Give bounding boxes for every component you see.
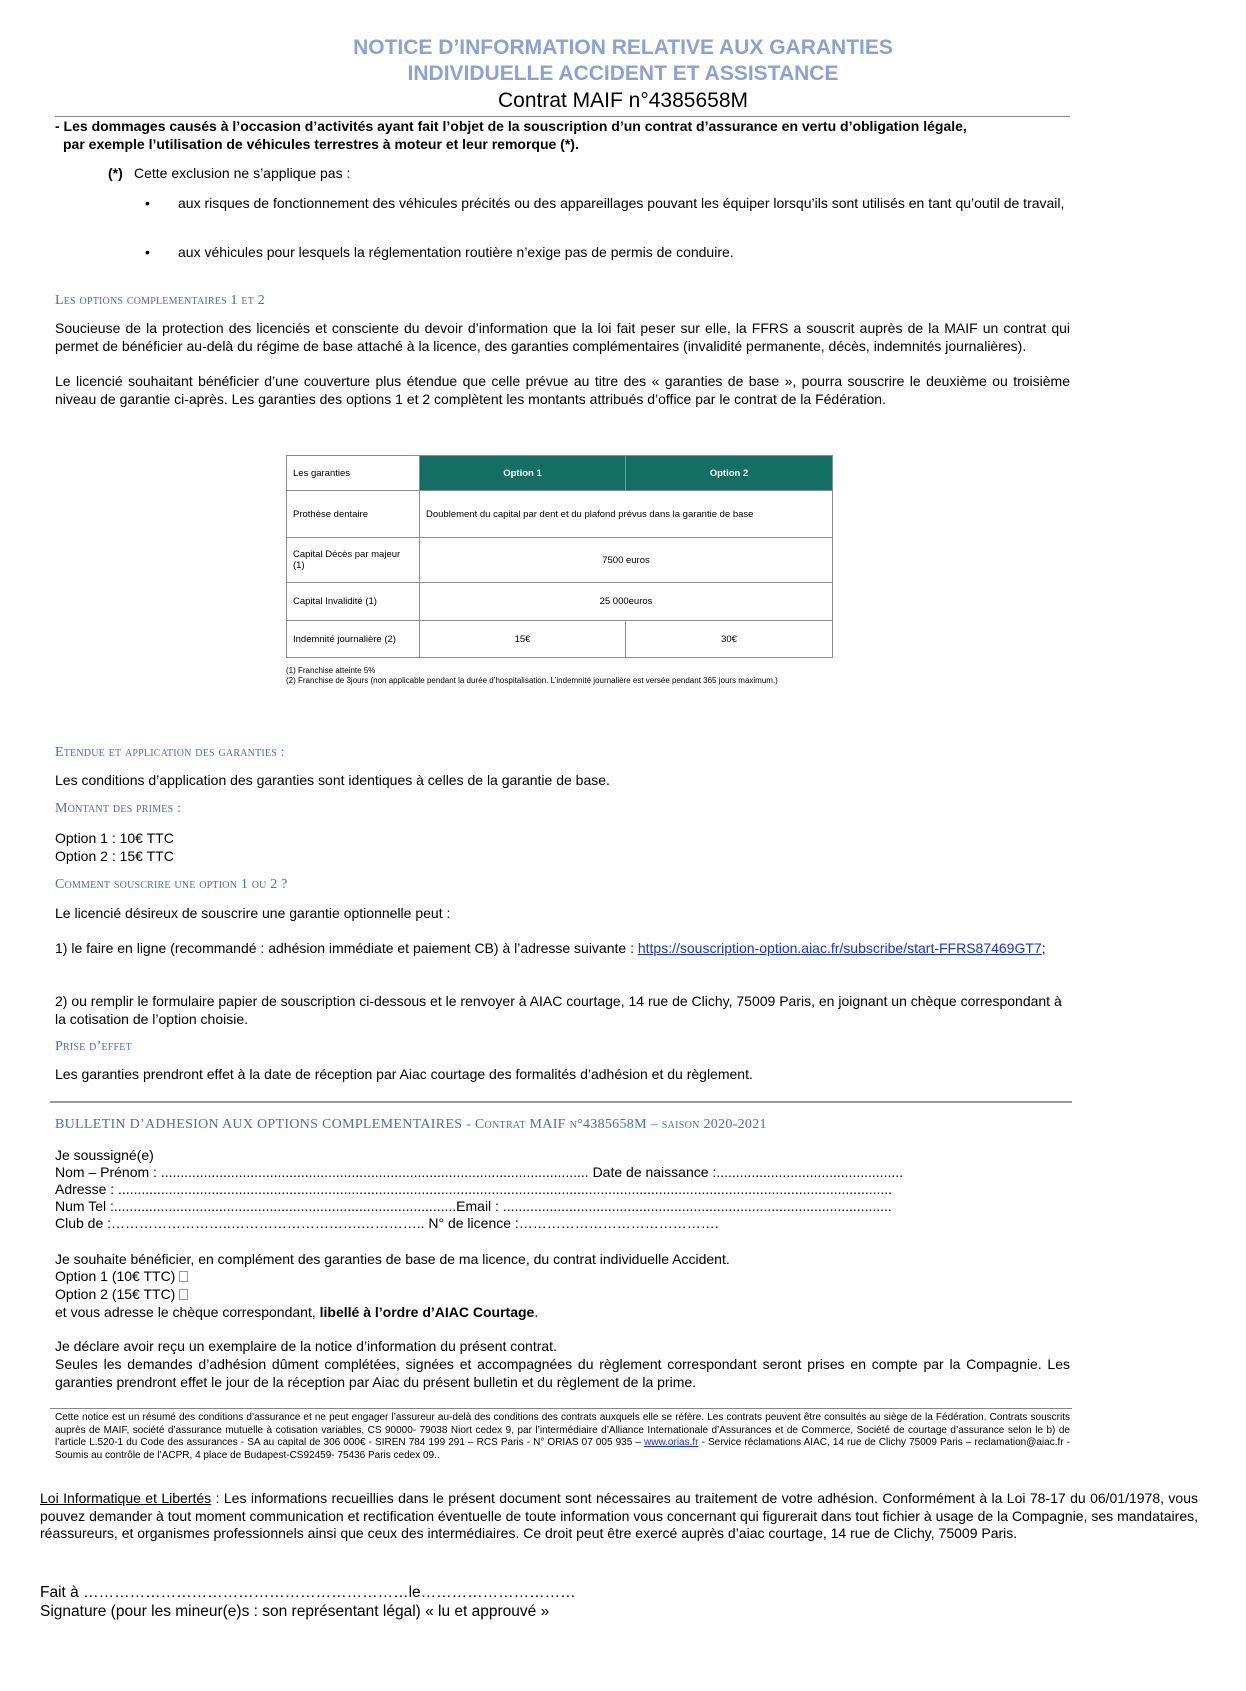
- souscription-link[interactable]: https://souscription-option.aiac.fr/subscribe/start-FFRS87469GT7: [637, 940, 1042, 956]
- doc-title-line2: INDIVIDUELLE ACCIDENT ET ASSISTANCE: [407, 62, 839, 85]
- contract-number: Contrat MAIF n°4385658M: [497, 89, 749, 112]
- etendue-text: Les conditions d’application des garanties sont identiques à celles de la garantie de base.: [55, 772, 610, 788]
- souscrire-item1-text: 1) le faire en ligne (recommandé : adhésion immédiate et paiement CB) à l’adresse suivante :: [55, 940, 638, 956]
- cheque-line: [55, 1304, 538, 1322]
- bulletin-heading-part1: BULLETIN D’ADHESION AUX OPTIONS COMPLEMENTAIRES -: [55, 1117, 475, 1132]
- table-header-garanties: Les garanties: [287, 456, 420, 491]
- cheque-end: .: [534, 1304, 539, 1320]
- guarantees-table: [286, 455, 833, 658]
- table-row-option2-value: 30€: [626, 621, 833, 658]
- souscrire-intro: Le licencié désireux de souscrire une garantie optionnelle peut :: [55, 905, 451, 921]
- table-row-label: Capital Invalidité (1): [287, 583, 420, 621]
- table-row-value: 7500 euros: [420, 538, 833, 583]
- table-row-label: Capital Décès par majeur (1): [287, 538, 420, 583]
- footer-notice-text1: Cette notice est un résumé des conditions d’assurance et ne peut engager l’assureur au-delà des conditions des contrats auxquels elle se réfère. Les contrats peuvent être consultés au siège de la Fédération. Contrats souscrits auprès de MAIF, société d’assurance mutuelle à cotisation variables, CS 90000- 79038 Niort cedex 9, par l’intermédiaire d’Alliance Internationale d’Assurances et de Commerce, Société de courtage d’assurance selon le b) de l’article L.520-1 du Code des assurances - SA au capital de 306 000€ - SIREN 784 199 291 – RCS Paris - N° ORIAS 07 005 935 –: [55, 1412, 1070, 1448]
- footer-notice: [55, 1412, 1070, 1462]
- section-rule: [50, 1101, 1072, 1103]
- option2-label: Option 2 (15€ TTC): [55, 1286, 176, 1302]
- exclusion-bullet2: aux véhicules pour lesquels la réglementation routière n’exige pas de permis de conduire.: [178, 244, 734, 260]
- nom-prenom-field[interactable]: Nom – Prénom : .............................................................................................................. Date de naissance :................................................: [55, 1164, 904, 1180]
- section-heading-options: Les options complementaires 1 et 2: [55, 293, 265, 308]
- exclusion-bold-line2: par exemple l’utilisation de véhicules terrestres à moteur et leur remorque (*).: [63, 136, 579, 152]
- bulletin-souhaite: Je souhaite bénéficier, en complément des garanties de base de ma licence, du contrat individuelle Accident.: [55, 1251, 730, 1267]
- bulletin-heading: [55, 1116, 767, 1133]
- table-note2: (2) Franchise de 3jours (non applicable pendant la durée d’hospitalisation. L’indemnité journalière est versée pendant 365 jours maximum.): [286, 676, 778, 685]
- option2-choice[interactable]: [55, 1286, 188, 1304]
- table-note1: (1) Franchise atteinte 5%: [286, 666, 376, 675]
- note-text: Cette exclusion ne s’applique pas :: [134, 165, 351, 181]
- cheque-text: et vous adresse le chèque correspondant,: [55, 1304, 320, 1320]
- bullet-dot: •: [145, 244, 150, 260]
- table-row-label: Prothèse dentaire: [287, 491, 420, 538]
- note-marker: (*): [108, 165, 123, 181]
- souscrire-item2: 2) ou remplir le formulaire papier de souscription ci-dessous et le renvoyer à AIAC courtage, 14 rue de Clichy, 75009 Paris, en joignant un chèque correspondant à la cotisation de l’option choisie.: [55, 993, 1062, 1027]
- table-row-label: Indemnité journalière (2): [287, 621, 420, 658]
- exclusion-bullet1: aux risques de fonctionnement des véhicules précités ou des appareillages pouvant les équiper lorsqu’ils sont utilisés en tant qu’outil de travail,: [178, 195, 1065, 211]
- option2-checkbox[interactable]: [179, 1289, 188, 1300]
- souscrire-item1: [55, 940, 1055, 958]
- table-row-value: 25 000euros: [420, 583, 833, 621]
- bulletin-declare: Je déclare avoir reçu un exemplaire de la notice d’information du présent contrat.: [55, 1338, 557, 1354]
- cheque-bold: libellé à l’ordre d’AIAC Courtage: [319, 1304, 535, 1320]
- adresse-field[interactable]: Adresse : .......................................................................................................................................................................................................: [55, 1181, 893, 1197]
- fait-a-line[interactable]: Fait à ………………………………………………………le…………………………: [40, 1584, 576, 1601]
- loi-informatique: [40, 1490, 1198, 1543]
- doc-title-line1: NOTICE D’INFORMATION RELATIVE AUX GARANTIES: [353, 36, 893, 59]
- table-header-option1: Option 1: [420, 456, 626, 491]
- section-heading-etendue: Etendue et application des garanties :: [55, 745, 285, 760]
- exclusion-bold-line1: - Les dommages causés à l’occasion d’activités ayant fait l’objet de la souscription d’un contrat d’assurance en vertu d’obligation légale,: [55, 118, 967, 134]
- section-heading-souscrire: Comment souscrire une option 1 ou 2 ?: [55, 877, 288, 892]
- club-licence-field[interactable]: Club de :……………………..……………………….………….. N° de licence :…………………………………….: [55, 1215, 719, 1231]
- table-header-option2: Option 2: [626, 456, 833, 491]
- footer-rule: [50, 1408, 1072, 1409]
- tel-email-field[interactable]: Num Tel :........................................................................................Email : ....................................................................................................: [55, 1198, 892, 1214]
- option1-label: Option 1 (10€ TTC): [55, 1268, 176, 1284]
- option1-checkbox[interactable]: [179, 1271, 188, 1282]
- header-rule: [55, 116, 1070, 117]
- options-para1: Soucieuse de la protection des licenciés et consciente du devoir d’information que la loi fait peser sur elle, la FFRS a souscrit auprès de la MAIF un contrat qui permet de bénéficier au-delà du régime de base attaché à la licence, des garanties complémentaires (invalidité permanente, décès, indemnités journalières).: [55, 320, 1070, 354]
- prime-option2: Option 2 : 15€ TTC: [55, 848, 174, 864]
- signature-line: Signature (pour les mineur(e)s : son représentant légal) « lu et approuvé »: [40, 1603, 550, 1620]
- table-row: [287, 583, 833, 621]
- table-row: [287, 621, 833, 658]
- loi-title: Loi Informatique et Libertés: [40, 1490, 212, 1506]
- table-row: [287, 491, 833, 538]
- bulletin-seules: Seules les demandes d’adhésion dûment complétées, signées et accompagnées du règlement correspondant seront prises en compte par la Compagnie. Les garanties prendront effet le jour de la réception par Aiac du présent bulletin et du règlement de la prime.: [55, 1356, 1070, 1390]
- bulletin-heading-part2: Contrat MAIF n°4385658M – saison 2020-2021: [474, 1117, 767, 1132]
- table-header-row: [287, 456, 833, 491]
- footer-notice-text2: - Service réclamations AIAC, 14 rue de Clichy 75009 Paris – reclamation@aiac.fr - Soumis au contrôle de l’ACPR, 4 place de Budapest-CS92459- 75436 Paris cedex 09..: [55, 1437, 1070, 1461]
- effet-text: Les garanties prendront effet à la date de réception par Aiac courtage des formalités d’adhésion et du règlement.: [55, 1066, 753, 1082]
- table-row: [287, 538, 833, 583]
- option1-choice[interactable]: [55, 1268, 188, 1286]
- section-heading-primes: Montant des primes :: [55, 801, 182, 816]
- bulletin-soussigne: Je soussigné(e): [55, 1147, 154, 1163]
- section-heading-effet: Prise d’effet: [55, 1039, 132, 1054]
- souscrire-item1-end: ;: [1041, 940, 1046, 956]
- orias-link[interactable]: www.orias.fr: [644, 1437, 699, 1448]
- table-row-option1-value: 15€: [420, 621, 626, 658]
- table-row-value: Doublement du capital par dent et du plafond prévus dans la garantie de base: [420, 491, 833, 538]
- prime-option1: Option 1 : 10€ TTC: [55, 830, 174, 846]
- loi-text: : Les informations recueillies dans le présent document sont nécessaires au traitement de votre adhésion. Conformément à la Loi 78-17 du 06/01/1978, vous pouvez demander à tout moment communication et rectification éventuelle de toute information vous concernant qui figurerait dans tout fichier à usage de la Compagnie, ses mandataires, réassureurs, et organismes professionnels ainsi que ceux des intermédiaires. Ce droit peut être exercé auprès d’aiac courtage, 14 rue de Clichy, 75009 Paris.: [40, 1490, 1198, 1541]
- bullet-dot: •: [145, 195, 150, 211]
- options-para2: Le licencié souhaitant bénéficier d’une couverture plus étendue que celle prévue au titre des « garanties de base », pourra souscrire le deuxième ou troisième niveau de garantie ci-après. Les garanties des options 1 et 2 complètent les montants attribués d’office par le contrat de la Fédération.: [55, 373, 1070, 407]
